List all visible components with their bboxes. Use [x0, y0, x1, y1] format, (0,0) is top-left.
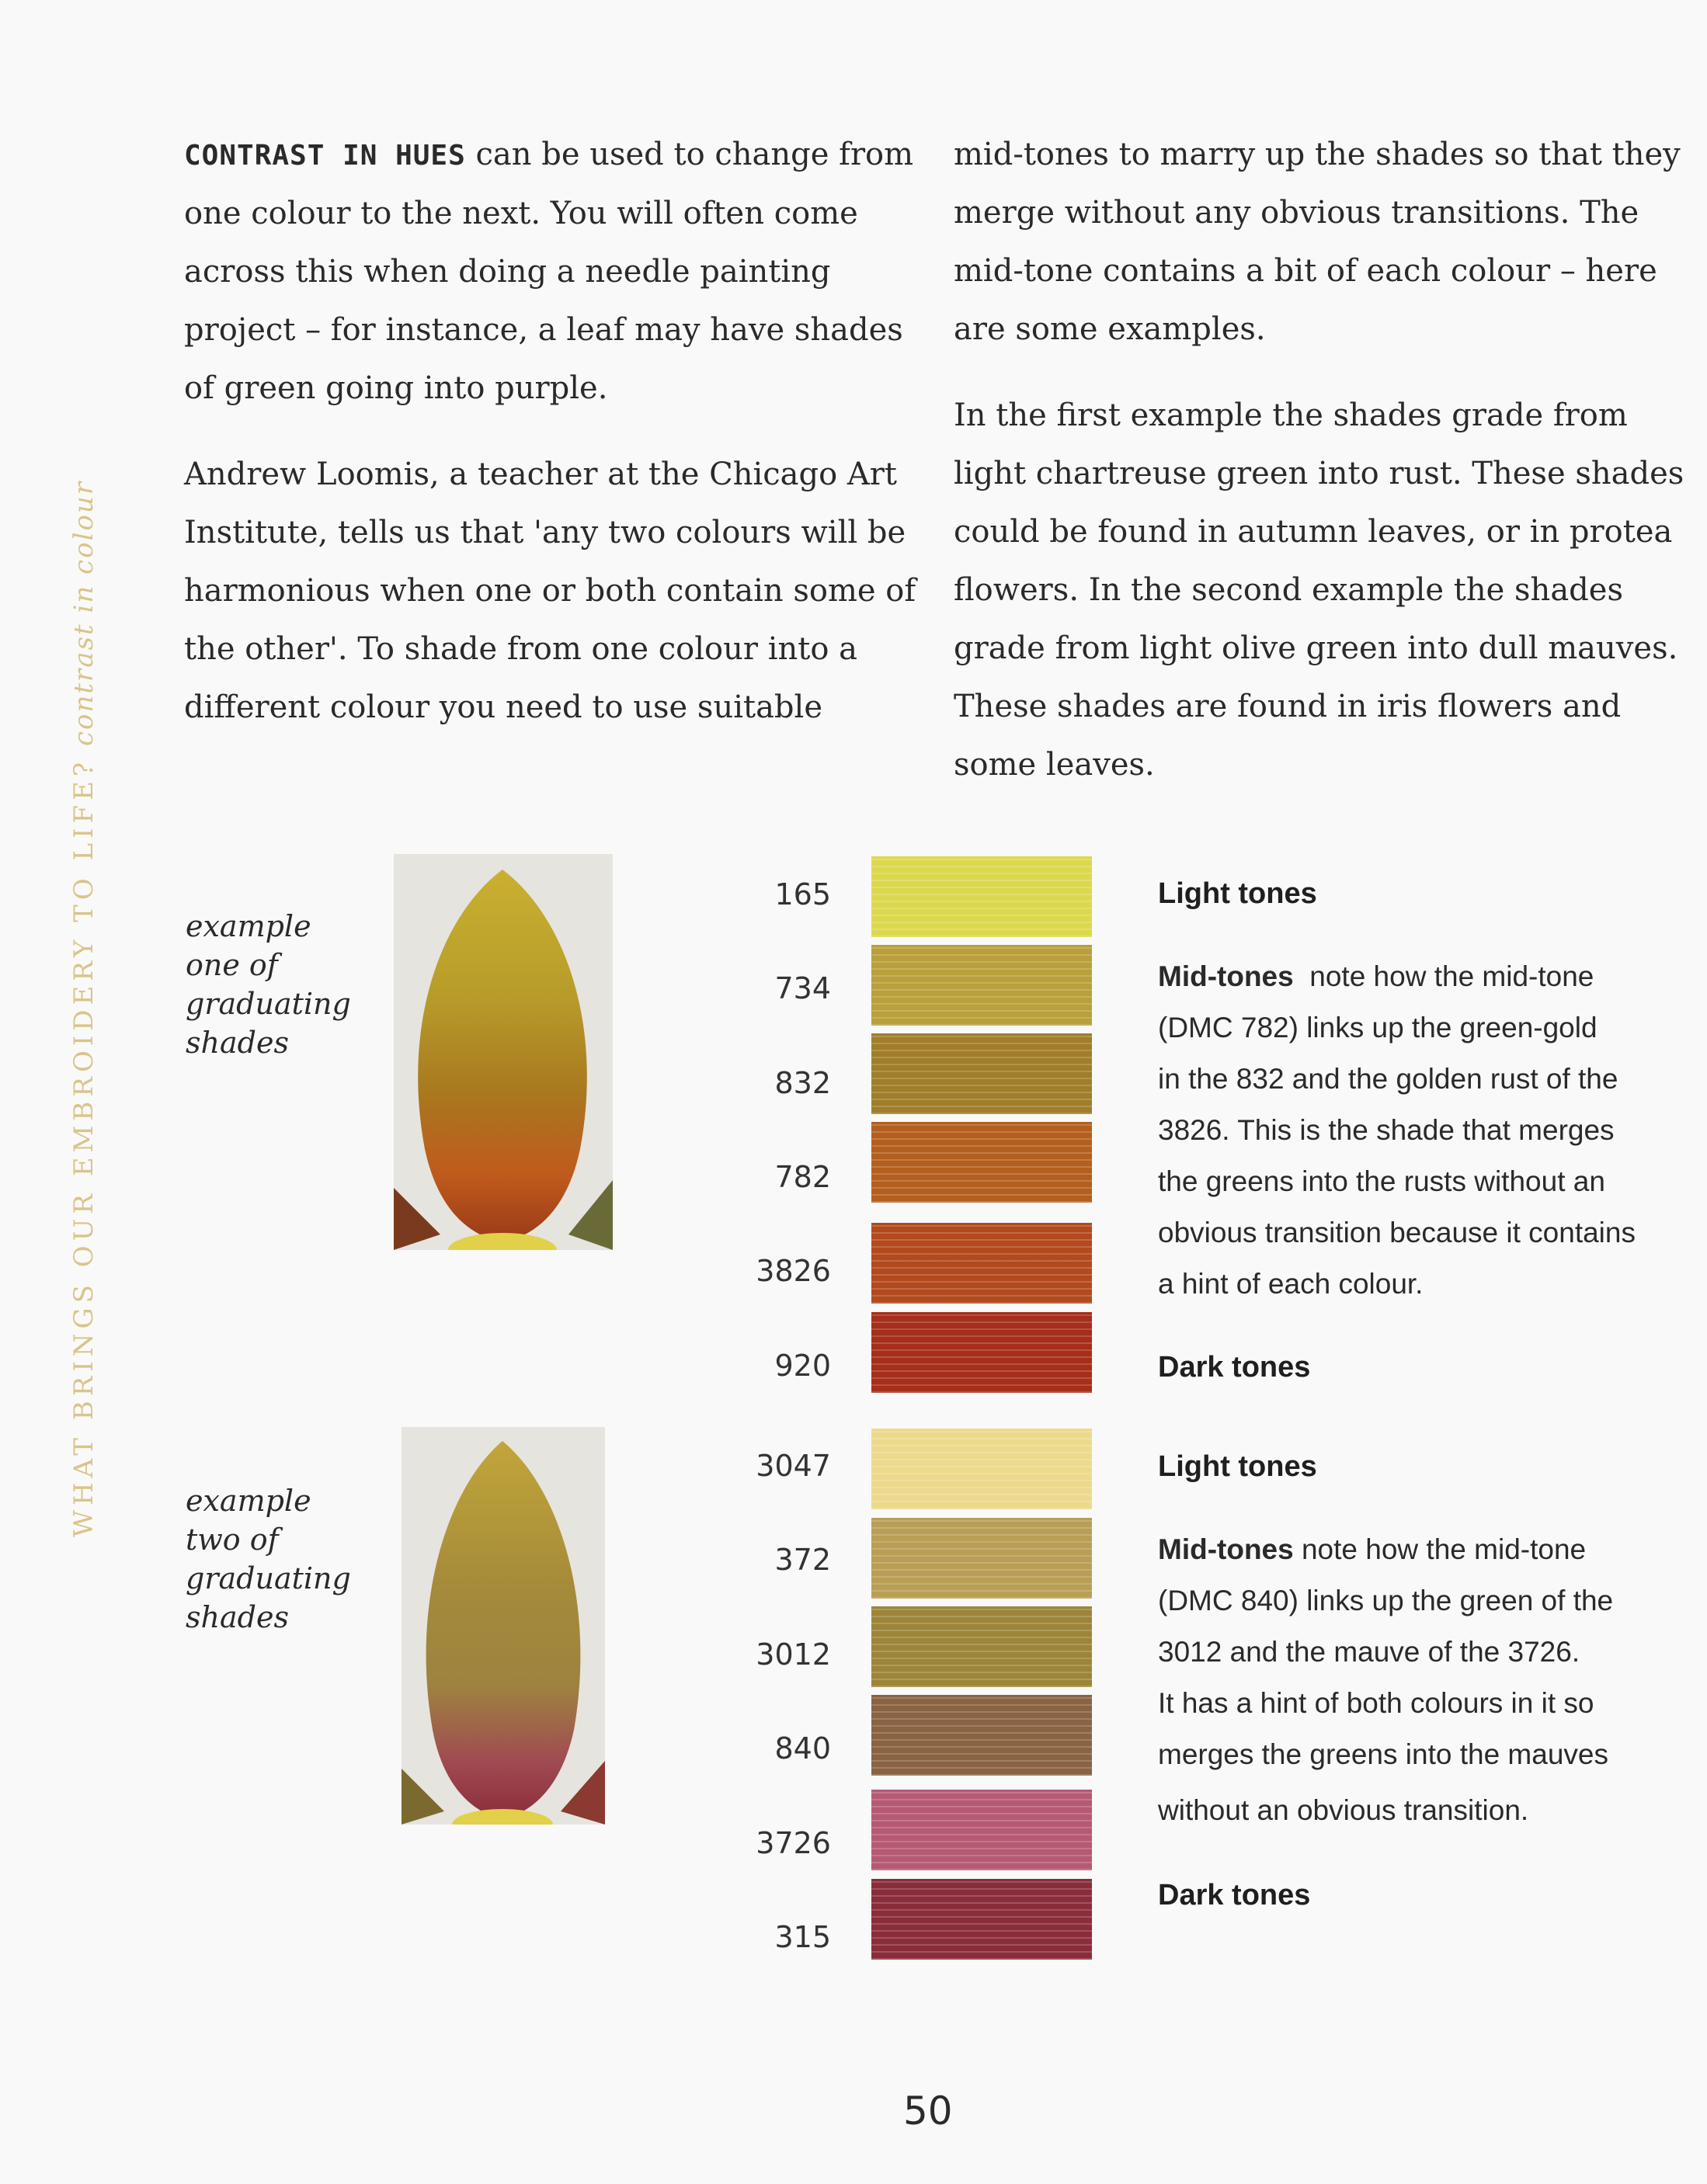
lead-in: CONTRAST IN HUES	[184, 140, 466, 172]
intro-column-right	[954, 126, 1691, 822]
light-tones-label: Light tones	[1158, 1450, 1317, 1483]
thread-swatch	[871, 856, 1092, 937]
thread-code: 165	[774, 877, 831, 911]
example-two-embroidery-image	[402, 1427, 605, 1825]
thread-code: 3726	[756, 1826, 831, 1860]
thread-swatch	[871, 1790, 1092, 1870]
thread-swatch	[871, 1122, 1092, 1203]
running-head	[68, 481, 99, 1537]
thread-swatch	[871, 1606, 1092, 1687]
thread-code: 734	[774, 971, 831, 1005]
thread-code: 782	[774, 1160, 831, 1194]
thread-code: 3047	[756, 1449, 831, 1483]
running-head-subsection: contrast in colour	[68, 480, 99, 747]
thread-swatch	[871, 1033, 1092, 1114]
thread-swatch	[871, 1223, 1092, 1304]
intro-column-left	[184, 126, 922, 765]
intro-paragraph-3: mid-tones to marry up the shades so that they merge without any obvious transitions. The mid-tone contains a bit of each colour – here are some examples.	[954, 137, 1681, 347]
light-tones-label: Light tones	[1158, 877, 1317, 910]
thread-code: 3012	[756, 1637, 831, 1672]
mid-tones-note: Mid-tones note how the mid-tone (DMC 782) links up the green-gold in the 832 and the golden rust of the 3826. This is the shade that merges the greens into the rusts without an obvious transition because it contains a hint of each colour.	[1158, 960, 1636, 1300]
intro-paragraph-4: In the first example the shades grade from light chartreuse green into rust. These shades could be found in autumn leaves, or in protea flowers. In the second example the shades grade from light olive green into dull mauves. These shades are found in iris flowers and some leaves.	[954, 398, 1684, 783]
thread-code: 832	[774, 1066, 831, 1100]
thread-code: 3826	[756, 1254, 831, 1288]
running-head-section: WHAT BRINGS OUR EMBROIDERY TO LIFE?	[68, 757, 99, 1537]
mid-tones-note: Mid-tones note how the mid-tone (DMC 840) links up the green of the 3012 and the mauve of the 3726. It has a hint of both colours in it so merges the greens into the mauves without an obvious transition.	[1158, 1533, 1614, 1826]
thread-swatch	[871, 945, 1092, 1026]
dark-tones-label: Dark tones	[1158, 1351, 1311, 1384]
thread-code: 315	[774, 1920, 831, 1954]
thread-swatch	[871, 1312, 1092, 1393]
page-number: 50	[903, 2089, 953, 2134]
intro-paragraph-2: Andrew Loomis, a teacher at the Chicago Art Institute, tells us that 'any two colours will be harmonious when one or both contain some of the other'. To shade from one colour into a different colour you need to use suitable	[184, 457, 916, 725]
dark-tones-label: Dark tones	[1158, 1879, 1311, 1911]
example-one-embroidery-image	[394, 854, 613, 1250]
thread-swatch	[871, 1695, 1092, 1776]
thread-swatch	[871, 1518, 1092, 1599]
thread-code: 372	[774, 1543, 831, 1577]
thread-swatch	[871, 1879, 1092, 1960]
thread-code: 920	[774, 1349, 831, 1383]
intro-paragraph-1: CONTRAST IN HUES can be used to change from one colour to the next. You will often come across this when doing a needle painting project – for instance, a leaf may have shades of green going into purple.	[184, 137, 914, 406]
thread-swatch	[871, 1429, 1092, 1509]
example-two-caption: example two of graduating shades	[186, 1484, 351, 1634]
thread-code: 840	[774, 1731, 831, 1766]
example-one-caption: example one of graduating shades	[186, 909, 351, 1060]
